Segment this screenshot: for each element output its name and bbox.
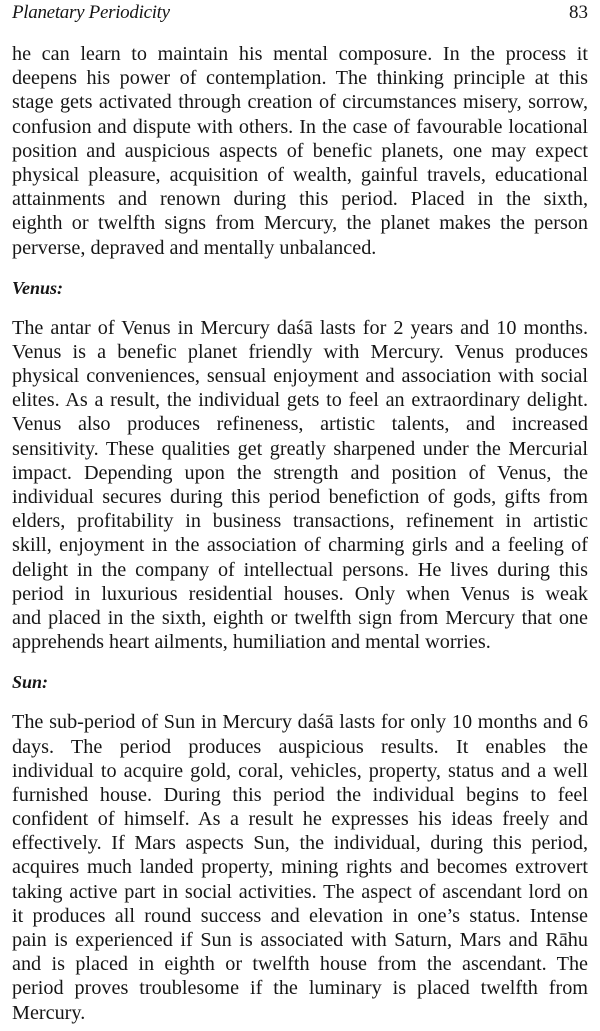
running-header: [12, 0, 588, 26]
text-line: Mercury.: [12, 1001, 86, 1024]
text-line: elders, profitability in business transactions, refinement in artistic: [12, 510, 588, 533]
text-line: taking active part in social activities. The aspect of ascendant lord on: [12, 880, 588, 903]
text-line: perverse, depraved and mentally unbalanced.: [12, 236, 377, 259]
text-line: apprehends heart ailments, humiliation and mental worries.: [12, 631, 491, 654]
text-line: individual to acquire gold, coral, vehicles, property, status and a well: [12, 759, 588, 782]
text-line: acquires much landed property, mining rights and becomes extrovert: [12, 856, 588, 879]
text-line: effectively. If Mars aspects Sun, the individual, during this period,: [12, 832, 588, 855]
text-line: he can learn to maintain his mental composure. In the process it: [12, 43, 588, 65]
text-line: position and auspicious aspects of benefic planets, one may expect: [12, 139, 588, 162]
text-line: Venus also produces refineness, artistic talents, and increased: [12, 413, 588, 436]
text-line: eighth or twelfth signs from Mercury, the planet makes the person: [12, 212, 588, 235]
intro-paragraph: [12, 42, 588, 260]
page-body: [12, 42, 588, 1025]
text-line: stage gets activated through creation of circumstances misery, sorrow,: [12, 91, 588, 114]
text-line: confusion and dispute with others. In the case of favourable locational: [12, 115, 588, 138]
text-line: deepens his power of contemplation. The thinking principle at this: [12, 67, 588, 90]
text-line: confident of himself. As a result he expresses his ideas freely and: [12, 808, 588, 831]
text-line: days. The period produces auspicious results. It enables the: [12, 735, 588, 758]
text-line: skill, enjoyment in the association of charming girls and a feeling of: [12, 534, 588, 557]
text-line: delight in the company of intellectual persons. He lives during this: [12, 558, 588, 581]
text-line: period proves troublesome if the luminary is placed twelfth from: [12, 977, 588, 1000]
sun-paragraph: [12, 710, 588, 1024]
text-line: sensitivity. These qualities get greatly sharpened under the Mercurial: [12, 437, 588, 460]
text-line: period in luxurious residential houses. Only when Venus is weak: [12, 582, 588, 605]
text-line: and placed in the sixth, eighth or twelfth sign from Mercury that one: [12, 606, 588, 629]
section-heading-sun: Sun:: [12, 672, 49, 693]
text-line: Venus is a benefic planet friendly with Mercury. Venus produces: [12, 340, 588, 363]
text-line: The antar of Venus in Mercury daśā lasts for 2 years and 10 months.: [12, 316, 588, 339]
text-line: elites. As a result, the individual gets to feel an extraordinary delight.: [12, 389, 588, 412]
text-line: impact. Depending upon the strength and position of Venus, the: [12, 461, 588, 484]
text-line: attainments and renown during this period. Placed in the sixth,: [12, 188, 588, 211]
text-line: physical conveniences, sensual enjoyment and association with social: [12, 365, 588, 388]
section-heading-venus: Venus:: [12, 277, 64, 298]
text-line: pain is experienced if Sun is associated with Saturn, Mars and Rāhu: [12, 929, 588, 951]
text-line: furnished house. During this period the individual begins to feel: [12, 783, 588, 806]
text-line: individual secures during this period benefiction of gods, gifts from: [12, 486, 588, 508]
running-title: Planetary Periodicity: [12, 2, 170, 23]
text-line: physical pleasure, acquisition of wealth, gainful travels, educational: [12, 163, 588, 186]
page-number: 83: [569, 2, 588, 23]
text-line: and is placed in eighth or twelfth house from the ascendant. The: [12, 953, 588, 976]
text-line: The sub-period of Sun in Mercury daśā lasts for only 10 months and 6: [12, 711, 588, 734]
text-line: it produces all round success and elevation in one’s status. Intense: [12, 904, 588, 927]
venus-paragraph: [12, 316, 588, 655]
